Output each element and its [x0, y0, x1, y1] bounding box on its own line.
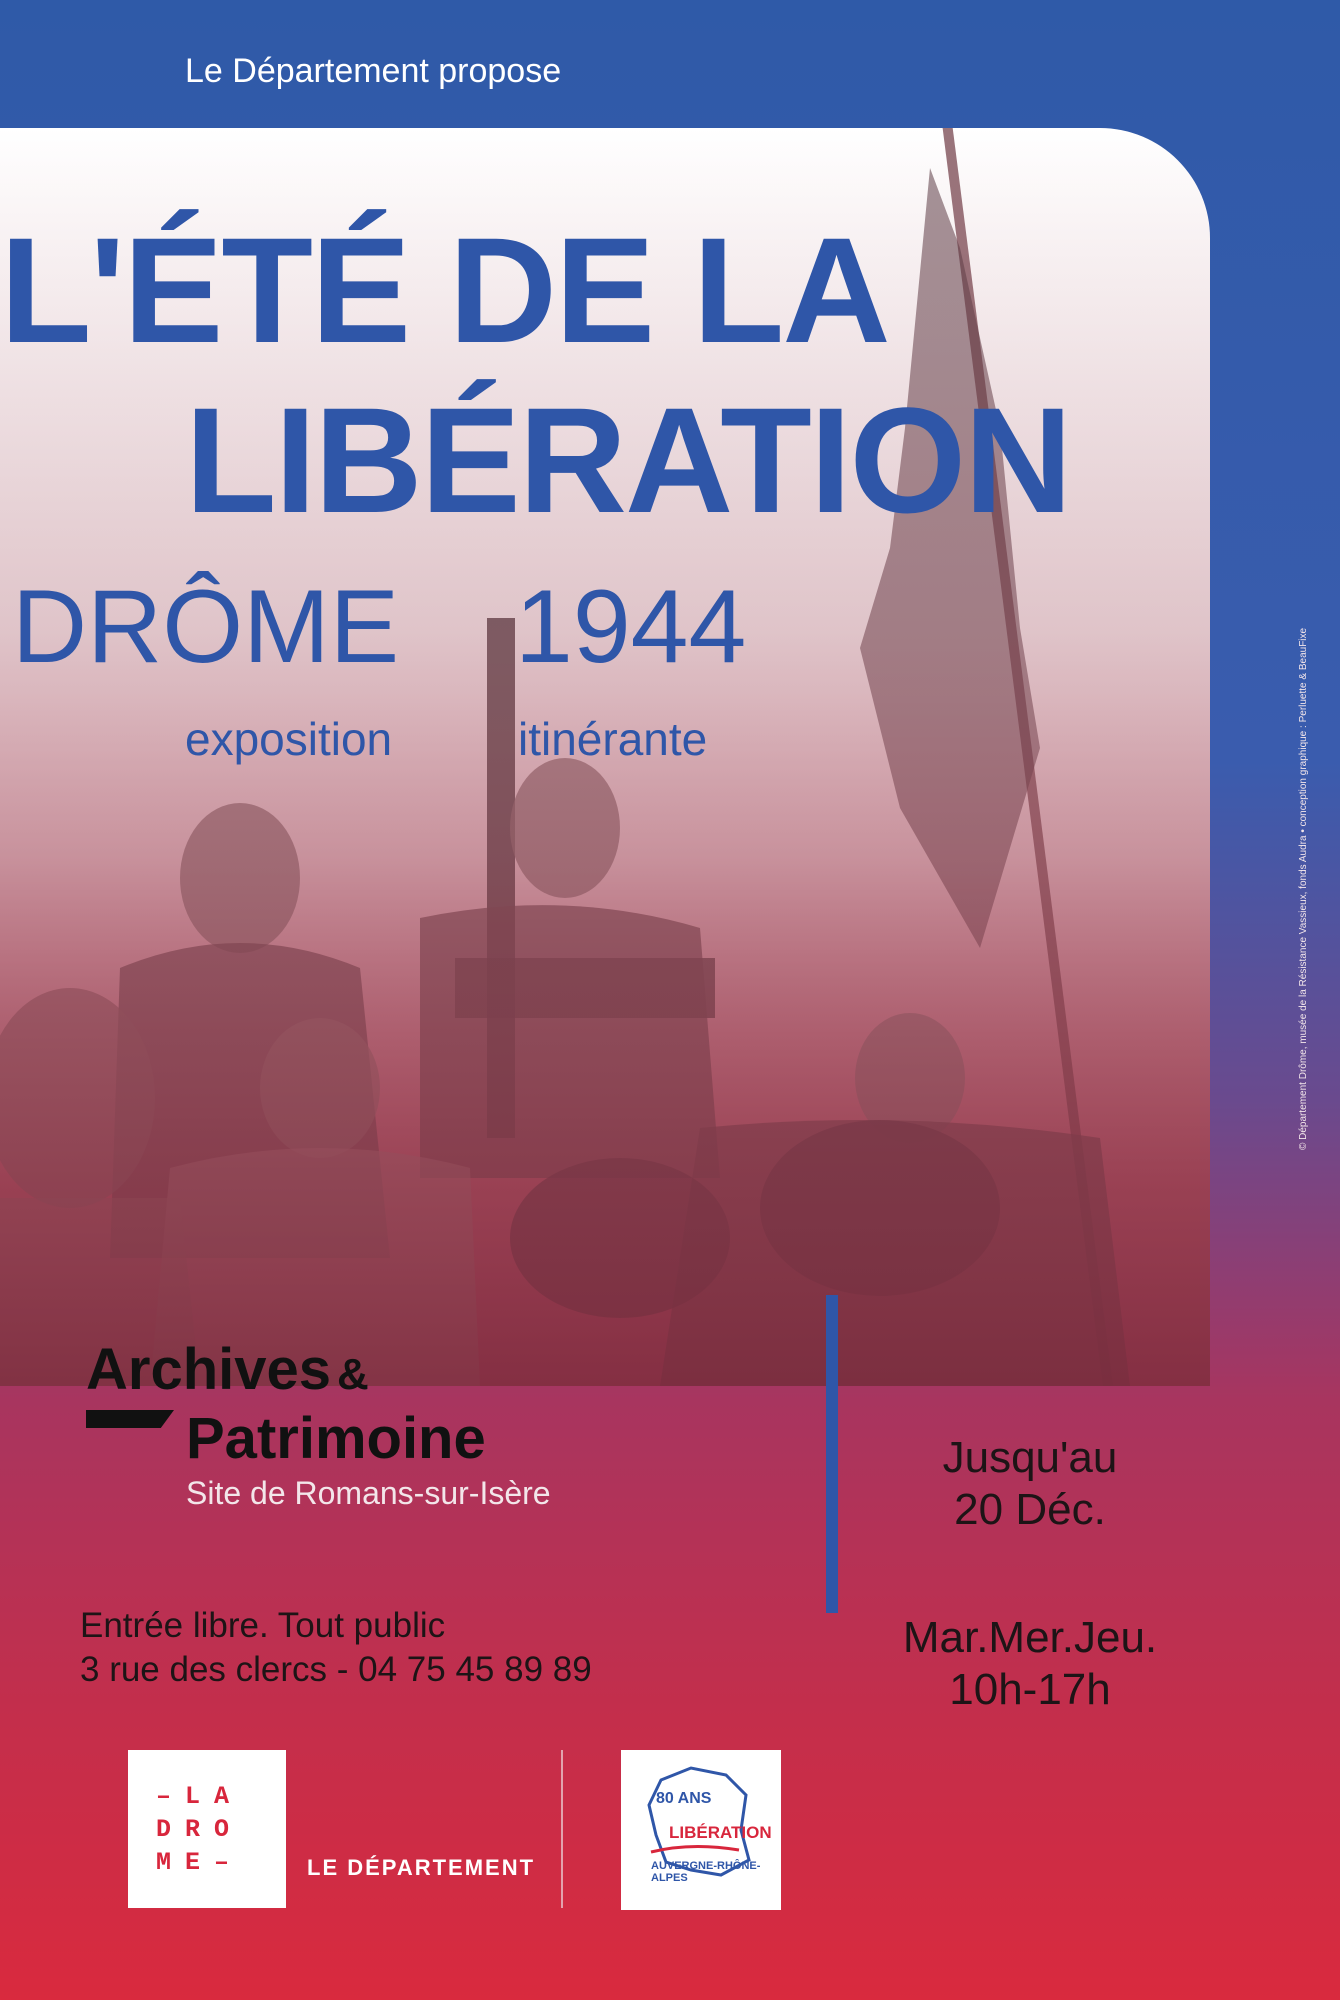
department-label: LE DÉPARTEMENT: [307, 1855, 536, 1880]
title-line2: LIBÉRATION: [185, 376, 1071, 544]
vertical-divider: [826, 1295, 838, 1613]
subtitle-exposition: exposition: [185, 713, 393, 765]
hours-line1: Mar.Mer.Jeu.: [902, 1613, 1158, 1662]
dates-block: [845, 1432, 1215, 1536]
title-year: 1944: [515, 569, 747, 685]
patrimoine-word: Patrimoine: [186, 1406, 486, 1471]
hours-block: [845, 1612, 1215, 1716]
info-line2: 3 rue des clercs - 04 75 45 89 89: [80, 1650, 592, 1689]
anniv-region: AUVERGNE-RHÔNE-ALPES: [651, 1860, 761, 1884]
visitor-info: [80, 1604, 592, 1692]
anniv-line2: LIBÉRATION: [669, 1823, 772, 1842]
title-line1: L'ÉTÉ DE LA: [0, 206, 889, 374]
la-drome-logo: [128, 1750, 286, 1908]
dates-line2: 20 Déc.: [954, 1485, 1106, 1534]
80-ans-liberation-logo: [621, 1750, 781, 1910]
info-line1: Entrée libre. Tout public: [80, 1606, 446, 1645]
proposer-text: Le Département propose: [185, 52, 562, 90]
archives-mark-icon: [86, 1410, 174, 1428]
la-drome-letters: –LA DRO ME–: [156, 1782, 244, 1877]
title-place: DRÔME: [12, 569, 400, 685]
subtitle-itinerante: itinérante: [518, 713, 708, 765]
archives-word: Archives: [86, 1337, 332, 1402]
logo-divider: [561, 1750, 563, 1908]
archives-ampersand: &: [337, 1350, 369, 1399]
dates-line1: Jusqu'au: [942, 1433, 1118, 1482]
anniv-line1: 80 ANS: [656, 1790, 712, 1807]
credit-text: © Département Drôme, musée de la Résistance Vassieux, fonds Audra • conception graphique : Perluette & BeauFixe: [1298, 627, 1309, 1150]
archives-logo: [86, 1338, 486, 1471]
venue-site: Site de Romans-sur-Isère: [186, 1475, 551, 1511]
hours-line2: 10h-17h: [949, 1665, 1111, 1714]
